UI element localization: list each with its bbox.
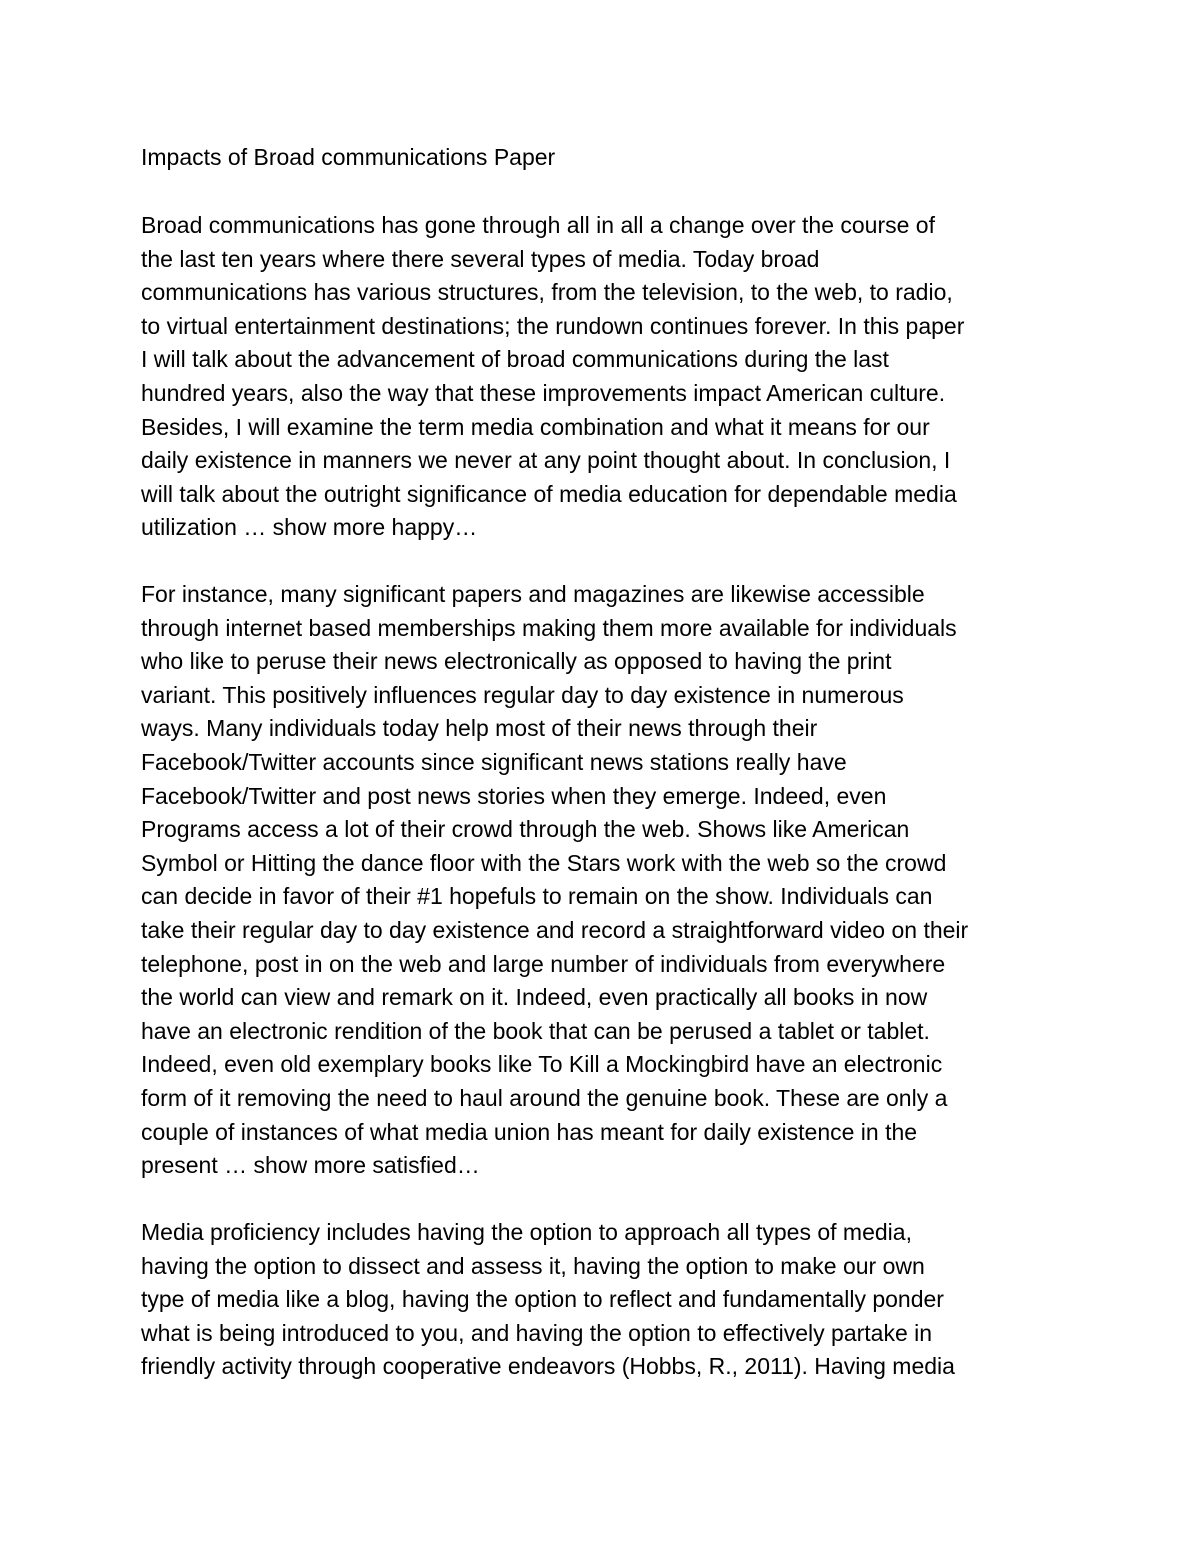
paragraph-2: [141, 578, 1071, 1183]
paragraph-line: can decide in favor of their #1 hopefuls to remain on the show. Individuals can: [141, 883, 933, 910]
paragraph-line: friendly activity through cooperative endeavors (Hobbs, R., 2011). Having media: [141, 1353, 955, 1380]
paragraph-line: variant. This positively influences regular day to day existence in numerous: [141, 681, 904, 708]
paragraph-line: Indeed, even old exemplary books like To Kill a Mockingbird have an electronic: [141, 1051, 943, 1078]
paragraph-1: [141, 209, 1071, 545]
paragraph-line: what is being introduced to you, and having the option to effectively partake in: [141, 1319, 933, 1346]
paragraph-line: Programs access a lot of their crowd through the web. Shows like American: [141, 816, 910, 843]
paragraph-line: Symbol or Hitting the dance floor with the Stars work with the web so the crowd: [141, 849, 947, 876]
paragraph-line: Facebook/Twitter accounts since significant news stations really have: [141, 748, 847, 775]
document-title: [141, 141, 1071, 175]
paragraph-line: will talk about the outright significance of media education for dependable media: [141, 480, 957, 507]
paragraph-line: hundred years, also the way that these improvements impact American culture.: [141, 379, 946, 406]
paragraph-line: telephone, post in on the web and large number of individuals from everywhere: [141, 950, 946, 977]
paragraph-line: couple of instances of what media union has meant for daily existence in the: [141, 1118, 918, 1145]
paragraph-line: I will talk about the advancement of broad communications during the last: [141, 346, 889, 373]
paragraph-line: communications has various structures, from the television, to the web, to radio,: [141, 279, 953, 306]
paragraph-line: present … show more satisfied…: [141, 1152, 480, 1179]
paragraph-line: type of media like a blog, having the option to reflect and fundamentally ponder: [141, 1286, 944, 1313]
paragraph-line: the world can view and remark on it. Indeed, even practically all books in now: [141, 984, 928, 1011]
paragraph-line: ways. Many individuals today help most of their news through their: [141, 715, 818, 742]
paragraph-line: through internet based memberships making them more available for individuals: [141, 614, 957, 641]
paragraph-line: take their regular day to day existence and record a straightforward video on their: [141, 916, 969, 943]
paragraph-line: the last ten years where there several types of media. Today broad: [141, 245, 820, 272]
paragraph-line: utilization … show more happy…: [141, 514, 478, 541]
paragraph-line: Facebook/Twitter and post news stories when they emerge. Indeed, even: [141, 782, 887, 809]
paragraph-line: form of it removing the need to haul around the genuine book. These are only a: [141, 1084, 948, 1111]
paragraph-line: Media proficiency includes having the option to approach all types of media,: [141, 1219, 912, 1245]
title-text: Impacts of Broad communications Paper: [141, 144, 556, 170]
paragraph-3: [141, 1216, 1071, 1384]
paragraph-line: Besides, I will examine the term media combination and what it means for our: [141, 413, 930, 440]
paragraph-line: daily existence in manners we never at any point thought about. In conclusion, I: [141, 447, 951, 474]
paragraph-line: For instance, many significant papers and magazines are likewise accessible: [141, 581, 925, 607]
paragraph-line: having the option to dissect and assess it, having the option to make our own: [141, 1252, 925, 1279]
paragraph-line: Broad communications has gone through all in all a change over the course of: [141, 212, 935, 238]
paragraph-line: who like to peruse their news electronically as opposed to having the print: [141, 648, 892, 675]
paragraph-line: have an electronic rendition of the book that can be perused a tablet or tablet.: [141, 1017, 930, 1044]
paragraph-line: to virtual entertainment destinations; the rundown continues forever. In this paper: [141, 312, 965, 339]
